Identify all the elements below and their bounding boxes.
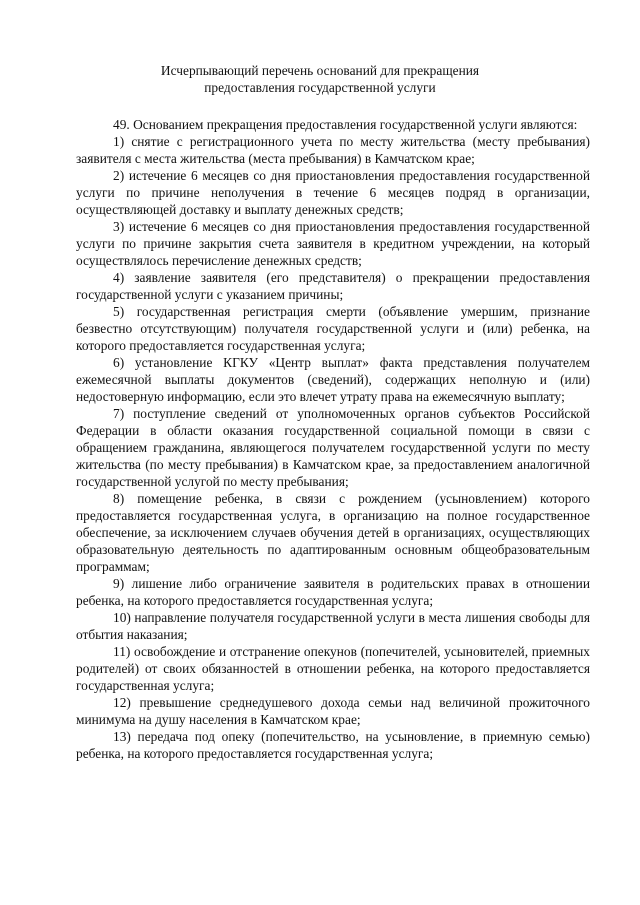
- list-item-3: 3) истечение 6 месяцев со дня приостановления предоставления государственной услуги по причине закрытия счета заявителя в кредитном учреждении, на который осуществлялось перечисление денежных средств;: [76, 219, 590, 268]
- list-item-11: 11) освобождение и отстранение опекунов (попечителей, усыновителей, приемных родителей) от своих обязанностей в отношении ребенка, на которого предоставляется государственная услуга;: [76, 644, 590, 693]
- list-item-13: 13) передача под опеку (попечительство, на усыновление, в приемную семью) ребенка, на которого предоставляется государственная услуга;: [76, 729, 590, 761]
- list-item-6: 6) установление КГКУ «Центр выплат» факта представления получателем ежемесячной выплаты документов (сведений), содержащих неполную и (или) недостоверную информацию, если это влечет утрату права на ежемесячную выплату;: [76, 355, 590, 404]
- list-item-1: 1) снятие с регистрационного учета по месту жительства (месту пребывания) заявителя с места жительства (места пребывания) в Камчатском крае;: [76, 134, 590, 166]
- list-item-9: 9) лишение либо ограничение заявителя в родительских правах в отношении ребенка, на которого предоставляется государственная услуга;: [76, 576, 590, 608]
- list-item-5: 5) государственная регистрация смерти (объявление умершим, признание безвестно отсутствующим) получателя государственной услуги и (или) ребенка, на которого предоставляется государственная услуга;: [76, 304, 590, 353]
- list-item-7: 7) поступление сведений от уполномоченных органов субъектов Российской Федерации в области оказания государственной социальной помощи в связи с обращением гражданина, являющегося получателем государственной услуги по месту жительства (по месту пребывания) в Камчатском крае, за предоставлением аналогичной государственной услугой по месту пребывания;: [76, 406, 590, 489]
- list-item-12: 12) превышение среднедушевого дохода семьи над величиной прожиточного минимума на душу населения в Камчатском крае;: [76, 695, 590, 727]
- list-item-8: 8) помещение ребенка, в связи с рождением (усыновлением) которого предоставляется государственная услуга, в организацию на полное государственное обеспечение, за исключением случаев обучения детей в организациях, осуществляющих образовательную деятельность по адаптированным основным общеобразовательным программам;: [76, 491, 590, 574]
- list-item-10: 10) направление получателя государственной услуги в места лишения свободы для отбытия наказания;: [76, 610, 590, 642]
- list-item-2: 2) истечение 6 месяцев со дня приостановления предоставления государственной услуги по причине неполучения в течение 6 месяцев подряд в организации, осуществляющей доставку и выплату денежных средств;: [76, 168, 590, 217]
- section-title-line-2: предоставления государственной услуги: [204, 80, 436, 95]
- section-title: [60, 62, 580, 96]
- paragraph-49-intro: 49. Основанием прекращения предоставления государственной услуги являются:: [113, 117, 578, 132]
- list-item-4: 4) заявление заявителя (его представителя) о прекращении предоставления государственной услуги с указанием причины;: [76, 270, 590, 302]
- section-title-line-1: Исчерпывающий перечень оснований для прекращения: [160, 63, 480, 78]
- document-body: [76, 116, 590, 762]
